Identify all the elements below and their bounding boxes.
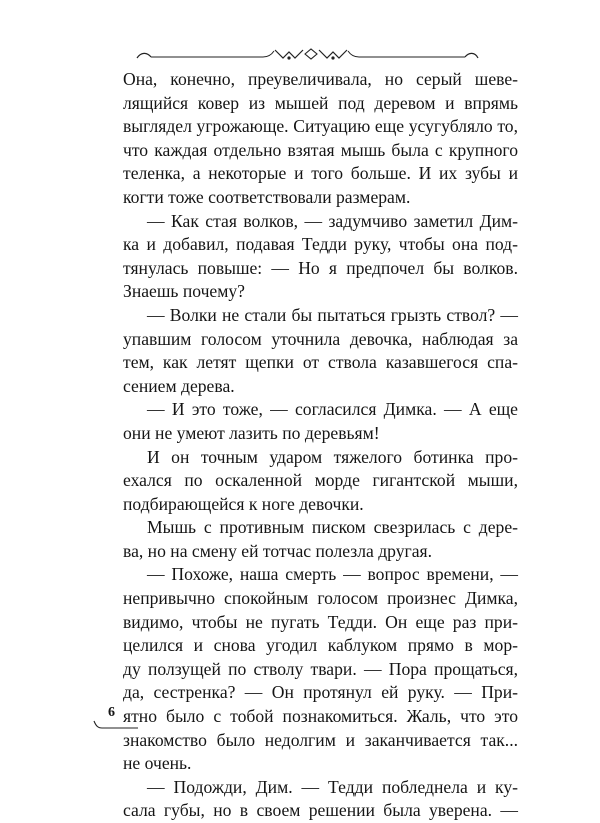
text-line: теленка, а некоторые и того больше. И их зубы и — [123, 163, 518, 184]
text-line: — Подожди, Дим. — Тедди побледнела и ку- — [147, 776, 518, 797]
body-text — [123, 68, 518, 823]
text-line: знакомство было недолгим и заканчивается так... — [123, 729, 518, 750]
text-line: да, сестренка? — Он протянул ей руку. — При- — [123, 682, 518, 703]
text-line: когти тоже соответствовали размерам. — [123, 186, 411, 207]
page-number: 6 — [108, 705, 115, 720]
footer-ornament — [92, 717, 152, 735]
text-line: ехался по оскаленной морде гигантской мыши, — [123, 470, 518, 491]
text-line: — Как стая волков, — задумчиво заметил Дим- — [147, 210, 518, 231]
text-line: ва, но на смену ей тотчас полезла другая. — [123, 540, 433, 561]
text-line: видимо, чтобы не пугать Тедди. Он еще раз при- — [123, 611, 518, 632]
text-line: упавшим голосом уточнила девочка, наблюдая за — [123, 328, 518, 349]
text-line: они не умеют лазить по деревьям! — [123, 422, 380, 443]
text-line: не очень. — [123, 753, 192, 774]
text-line: — Похоже, наша смерть — вопрос времени, — — [147, 564, 518, 585]
text-line: Она, конечно, преувеличивала, но серый шеве- — [123, 69, 518, 89]
text-line: ду ползущей по стволу твари. — Пора прощаться, — [123, 658, 518, 679]
page-footer — [92, 705, 152, 735]
text-line: — И это тоже, — согласился Димка. — А еще — [147, 399, 518, 420]
text-line: ка и добавил, подавая Тедди руку, чтобы она под- — [123, 234, 518, 255]
text-line: Знаешь почему? — [123, 281, 245, 302]
text-line: сением дерева. — [123, 375, 235, 396]
text-line: Мышь с противным писком свезрилась с дере- — [147, 517, 518, 538]
text-line: непривычно спокойным голосом произнес Димка, — [123, 588, 518, 609]
text-line: — Волки не стали бы пытаться грызть ствол? — — [147, 304, 518, 325]
text-line: подбирающейся к ноге девочки. — [123, 493, 364, 514]
text-line: лящийся ковер из мышей под деревом и впрямь — [123, 92, 518, 113]
text-line: тянулась повыше: — Но я предпочел бы волков. — [123, 257, 518, 278]
text-line: И он точным ударом тяжелого ботинка про- — [147, 446, 518, 467]
text-line: сала губы, но в своем решении была уверена. — — [123, 800, 518, 821]
text-line: ятно было с тобой познакомиться. Жаль, что это — [123, 706, 518, 727]
text-line: что каждая отдельно взятая мышь была с крупного — [123, 139, 518, 160]
text-line: тем, как летят щепки от ствола казавшегося спа- — [123, 352, 518, 373]
text-line: выглядел угрожающе. Ситуацию еще усугубляло то, — [123, 116, 518, 137]
text-line: целился и снова угодил каблуком прямо в мор- — [123, 635, 518, 656]
header-ornament — [135, 46, 480, 66]
